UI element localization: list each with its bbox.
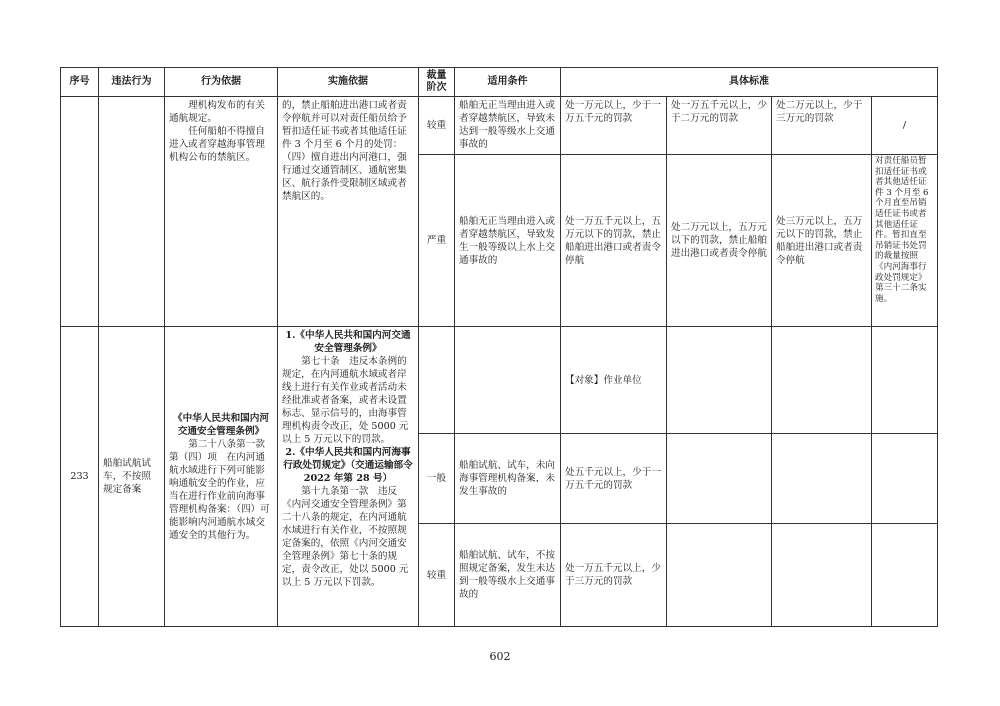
standard-cell-empty: [667, 434, 772, 524]
impl-cell: [278, 97, 419, 327]
seq-cell: 233: [61, 327, 99, 627]
table-row: [61, 327, 938, 434]
impl-law-text-2: 第十九条第一款 违反《内河交通安全管理条例》第二十八条的规定，在内河通航水域进行有关作业，不按照规定备案的，依照《内河交通安全管理条例》第七十条的规定，责令改正，处以 5000 元以上 5 万元以下罚款。: [282, 486, 409, 588]
level-cell-empty: [419, 327, 455, 434]
impl-law-title-1: 1.《中华人民共和国内河交通安全管理条例》: [285, 330, 411, 354]
standard-cell: 处一万五千元以上，少于二万元的罚款: [667, 97, 772, 155]
standard-cell-empty: [772, 327, 872, 434]
standard-cell: 处二万元以上，少于三万元的罚款: [772, 97, 872, 155]
level-cell: 较重: [419, 97, 455, 155]
violation-cell: 船舶试航试车，不按照规定备案: [99, 327, 165, 627]
condition-cell-empty: [455, 327, 561, 434]
standard-cell-empty: [872, 434, 938, 524]
standard-cell-empty: [667, 524, 772, 627]
standard-cell: 处五千元以上，少于一万五千元的罚款: [561, 434, 667, 524]
level-cell: 较重: [419, 524, 455, 627]
condition-cell: 船舶试航、试车，不按照规定备案，发生未达到一般等级水上交通事故的: [455, 524, 561, 627]
header-level: 裁量阶次: [419, 68, 455, 97]
standard-cell-empty: [872, 524, 938, 627]
standard-cell: 处二万元以上，五万元以下的罚款，禁止船舶进出港口或者责令停航: [667, 155, 772, 327]
seq-cell-empty: [61, 97, 99, 327]
standard-cell-empty: [872, 327, 938, 434]
standard-cell-empty: [772, 434, 872, 524]
header-basis: 行为依据: [165, 68, 278, 97]
header-violation: 违法行为: [99, 68, 165, 97]
standard-cell: 处一万元以上，少于一万五千元的罚款: [561, 97, 667, 155]
header-impl: 实施依据: [278, 68, 419, 97]
basis-continuation: 理机构发布的有关通航规定。: [169, 100, 265, 124]
violation-cell-empty: [99, 97, 165, 327]
basis-paragraph: 任何船舶不得擅自进入或者穿越海事管理机构公布的禁航区。: [169, 126, 265, 163]
basis-cell: [165, 327, 278, 627]
header-standard: 具体标准: [561, 68, 938, 97]
standard-cell-empty: [772, 524, 872, 627]
standard-cell: 对责任船员暂扣适任证书或者其他适任证件 3 个月至 6 个月直至吊销适任证书或者其他适任证件。暂扣直至吊销证书处罚的裁量按照《内河海事行政处罚规定》第三十二条实施。: [872, 155, 938, 327]
page-number: 602: [489, 650, 511, 663]
level-cell: 严重: [419, 155, 455, 327]
impl-cell: [278, 327, 419, 627]
condition-cell: 船舶试航、试车，未向海事管理机构备案，未发生事故的: [455, 434, 561, 524]
impl-law-text-1: 第七十条 违反本条例的规定，在内河通航水域或者岸线上进行有关作业或者活动未经批准或者备案，或者未设置标志、显示信号的，由海事管理机构责令改正，处 5000 元以上 5 万元以下的罚款。: [282, 356, 409, 445]
header-seq: 序号: [61, 68, 99, 97]
standard-cell: /: [872, 97, 938, 155]
condition-cell: 船舶无正当理由进入或者穿越禁航区，导致发生一般等级以上水上交通事故的: [455, 155, 561, 327]
standard-cell: 处一万五千元以上，五万元以下的罚款，禁止船舶进出港口或者责令停航: [561, 155, 667, 327]
impl-law-title-2: 2.《中华人民共和国内河海事行政处罚规定》（交通运输部令 2022 年第 28 号）: [283, 447, 413, 484]
standard-cell: 处一万五千元以上，少于三万元的罚款: [561, 524, 667, 627]
basis-law-title: 《中华人民共和国内河交通安全管理条例》: [173, 412, 269, 437]
impl-continuation: 的，禁止船舶进出港口或者责令停航并可以对责任船员给予暂扣适任证书或者其他适任证件 3 个月至 6 个月的处罚：（四）擅自进出内河港口，强行通过交通管制区、通航密集区、航行条件受限制区域或者禁航区的。: [282, 100, 407, 202]
level-cell: 一般: [419, 434, 455, 524]
header-row: [61, 68, 938, 97]
standard-cell: 处三万元以上，五万元以下的罚款，禁止船舶进出港口或者责令停航: [772, 155, 872, 327]
basis-cell: [165, 97, 278, 327]
basis-law-text: 第二十八条第一款第（四）项 在内河通航水域进行下列可能影响通航安全的作业，应当在进行作业前向海事管理机构备案：（四）可能影响内河通航水域交通安全的其他行为。: [169, 438, 270, 541]
condition-cell: 船舶无正当理由进入或者穿越禁航区，导致未达到一般等级水上交通事故的: [455, 97, 561, 155]
table-row: [61, 97, 938, 155]
header-condition: 适用条件: [455, 68, 561, 97]
penalty-standard-table: [60, 67, 938, 627]
standard-cell-empty: [667, 327, 772, 434]
object-cell: 【对象】作业单位: [561, 327, 667, 434]
